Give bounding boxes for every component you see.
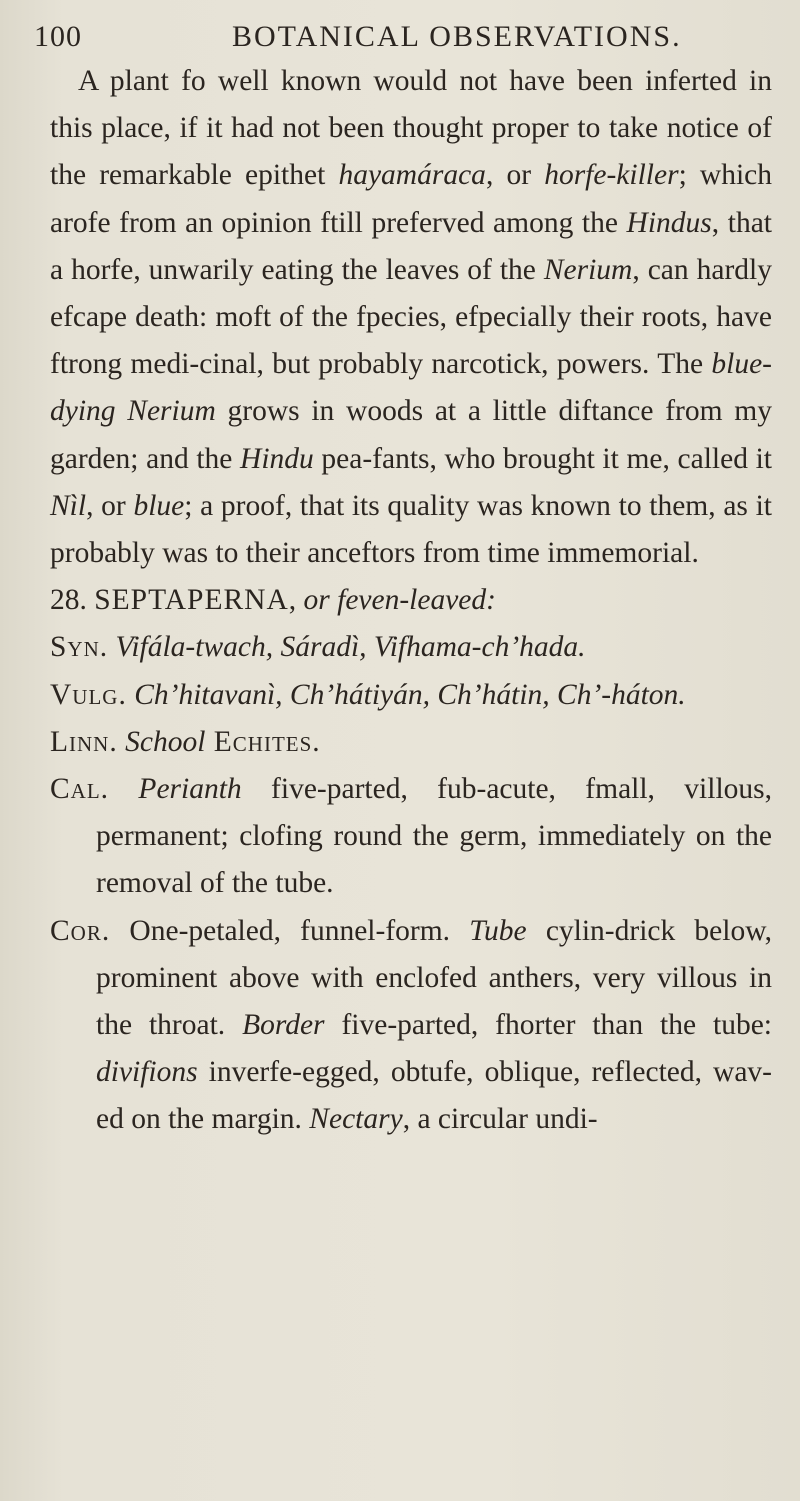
page-number: 100 <box>34 20 82 53</box>
corolla-description: Cor. One-petaled, funnel-form. Tube cylin-drick below, prominent above with enclofed anthers, very villous in the throat. Border five-parted, fhorter than the tube: divifions inverfe-egged, obtufe, oblique, reflected, wav-ed on the margin. Nectary, a circular undi- <box>50 914 772 1136</box>
synonyms-line: Syn. Vifála-twach, Sáradì, Vifhama-ch’hada. <box>50 631 586 664</box>
vulgar-names-line: Vulg. Ch’hitavanì, Ch’hátiyán, Ch’hátin, Ch’-háton. <box>50 678 686 711</box>
linnaean-line: Linn. School Echites. <box>50 725 321 758</box>
entry-heading: 28. SEPTAPERNA, or feven-leaved: <box>50 584 496 617</box>
body-text <box>50 58 772 1144</box>
intro-paragraph: A plant fo well known would not have been inferted in this place, if it had not been thought proper to take notice of the remarkable epithet hayamáraca, or horfe-killer; which arofe from an opinion ftill preferved among the Hindus, that a horfe, unwarily eating the leaves of the Nerium, can hardly efcape death: moft of the fpecies, efpecially their roots, have ftrong medi-cinal, but probably narcotick, powers. The blue-dying Nerium grows in woods at a little diftance from my garden; and the Hindu pea-fants, who brought it me, called it Nìl, or blue; a proof, that its quality was known to them, as it probably was to their anceftors from time immemorial. <box>50 65 773 570</box>
page-header <box>0 14 800 58</box>
calyx-description: Cal. Perianth five-parted, fub-acute, fmall, villous, permanent; clofing round the germ, immediately on the removal of the tube. <box>50 773 773 900</box>
running-head: BOTANICAL OBSERVATIONS. <box>232 20 682 53</box>
